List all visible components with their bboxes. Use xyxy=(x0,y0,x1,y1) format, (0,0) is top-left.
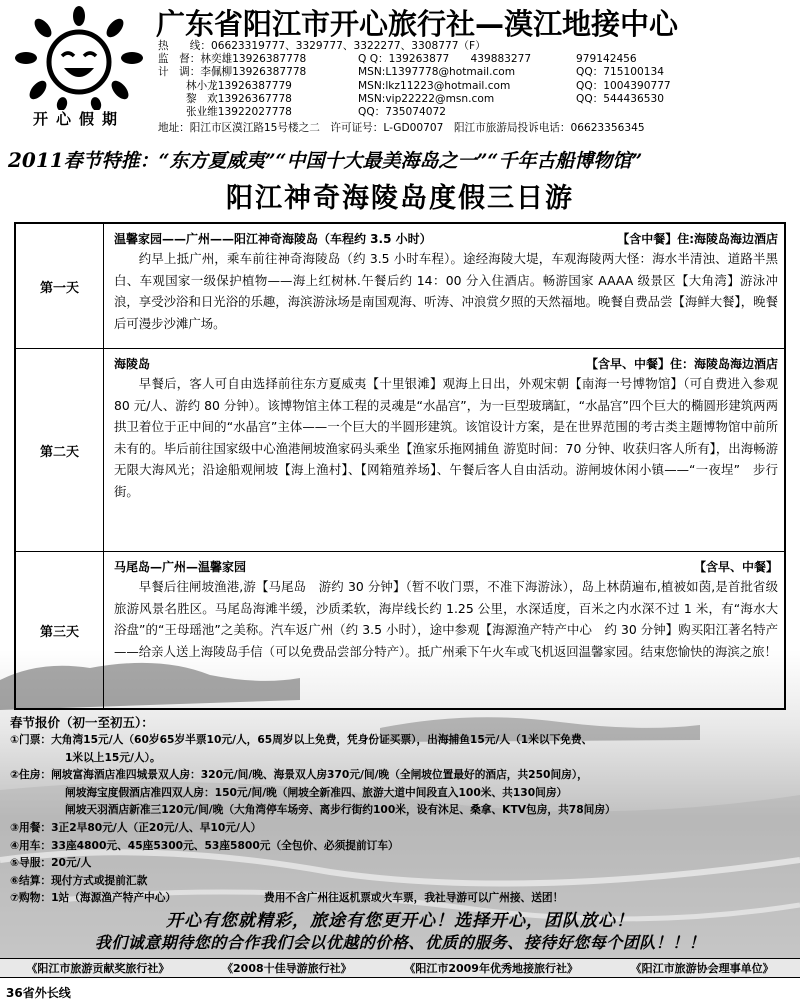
contact-block xyxy=(158,40,798,119)
itinerary-day xyxy=(16,224,784,349)
address-line: 地址：阳江市区漠江路15号楼之二 许可证号：L-GD00707 阳江市旅游局投诉电话：06623356345 xyxy=(158,122,645,134)
day-meal: 【含中餐】住:海陵岛海边酒店 xyxy=(617,232,778,246)
honor-item: 《阳江市2009年优秀地接旅行社》 xyxy=(404,962,578,975)
day-label: 第二天 xyxy=(16,349,104,551)
price-lodging-3: 闸坡天羽酒店新准三120元/间/晚（大角湾停车场旁、离步行街约100米，设有沐足、桑拿、KTV包房，共78间房） xyxy=(65,803,616,817)
day-description: 早餐后往闸坡渔港,游【马尾岛 游约 30 分钟】（暂不收门票，不准下海游泳），岛上林荫遍布,植被如茵,是首批省级旅游风景名胜区。马尾岛海滩半缓，沙质柔软，海岸线长约 1.25 公里，水深适度，百米之内水深不过 1 米，有“海水大浴盘”的“王母瑶池”之美称。汽车返广州（约 3.5 小时），途中参观【海源渔产特产中心 约 30 分钟】购买阳江著名特产——给亲人送上海陵岛手信（可以免费品尝部分特产）。抵广州乘下午火车或飞机返回温馨家园。结束您愉快的海滨之旅！ xyxy=(114,579,778,659)
price-tickets: ①门票：大角湾15元/人（60岁65岁半票10元/人，65周岁以上免费，凭身份证买票），出海捕鱼15元/人（1米以下免费、 xyxy=(10,733,593,746)
planner-text: 张业维13922027778 xyxy=(186,105,292,118)
day-route: 马尾岛—广州—温馨家园 xyxy=(114,560,247,574)
day-description: 早餐后，客人可自由选择前往东方夏威夷【十里银滩】观海上日出，外观宋朝【南海一号博物馆】（可自费进入参观 80 元/人、游约 80 分钟）。该博物馆主体工程的灵魂是“水晶宫”，为一巨型玻璃缸，“水晶宫”四个巨大的椭圆形建筑两两拱卫着位于正中间的“水晶宫”主体——一个巨大的半圆形建筑。该馆设计方案，是在世界范围的考古类主题博物馆中前所未有的。毕后前往国家级中心渔港闸坡渔家码头乘坐【渔家乐拖网捕鱼 游览时间：70 分钟、收获归客人所有】，出海畅游无限大海风光；沿途船观闸坡【海上渔村】、【网箱殖养场】、午餐后客人自由活动。游闸坡休闲小镇——“一夜埕” 步行街。 xyxy=(114,376,778,499)
day-body xyxy=(104,224,784,348)
qq-text: QQ：715100134 xyxy=(576,66,664,79)
shopping-note: 费用不含广州往返机票或火车票，我社导游可以广州接、送团！ xyxy=(264,891,564,905)
price-tickets-cont: 1米以上15元/人）。 xyxy=(65,750,161,764)
price-meals: ③用餐：3正2早80元/人（正20元/人、早10元/人） xyxy=(10,820,262,834)
msn-text: MSN:L1397778@hotmail.com xyxy=(358,66,516,79)
contact-row xyxy=(158,53,798,66)
price-lodging: ②住房：闸坡富海酒店准四城景双人房：320元/间/晚、海景双人房370元/间/晚（全闸坡位置最好的酒店，共250间房）， xyxy=(10,768,588,782)
honor-item: 《2008十佳导游旅行社》 xyxy=(222,962,352,975)
hotline-text: 热 线：06623319777、3329777、3322277、3308777（F） xyxy=(158,40,486,52)
day-label: 第一天 xyxy=(16,224,104,348)
itinerary-day xyxy=(16,349,784,552)
qq-text: QQ：735074072 xyxy=(358,105,446,118)
honors-bar xyxy=(0,958,800,978)
day-route: 海陵岛 xyxy=(114,357,151,371)
contact-row xyxy=(158,106,798,119)
promo-line xyxy=(8,146,798,173)
shopping-text: ⑦购物：1站（海源渔产特产中心） xyxy=(10,891,177,905)
contact-row xyxy=(158,93,798,106)
price-settlement: ⑥结算：现付方式或提前汇款 xyxy=(10,873,148,887)
qq-text: QQ：1004390777 xyxy=(576,79,671,92)
day-body xyxy=(104,552,784,708)
price-vehicle: ④用车：33座4800元、45座5300元、53座5800元（全包价、必须提前订车） xyxy=(10,838,399,852)
qq-text: QQ：544436530 xyxy=(576,92,664,105)
price-shopping xyxy=(10,889,794,907)
qq-text-2: 979142456 xyxy=(576,53,637,66)
page-code: 36省外长线 xyxy=(6,986,71,1000)
day-route: 温馨家园——广州——阳江神奇海陵岛（车程约 3.5 小时） xyxy=(114,232,432,246)
tour-title: 阳江神奇海陵岛度假三日游 xyxy=(226,183,574,214)
msn-text: MSN:lkz11223@hotmail.com xyxy=(358,79,511,92)
day-header xyxy=(114,556,778,576)
itinerary-day xyxy=(16,552,784,708)
agency-header xyxy=(0,0,800,140)
promo-year: 2011 xyxy=(8,148,64,172)
agency-title: 广东省阳江市开心旅行社—漠江地接中心 xyxy=(156,7,679,41)
qq-text: Q Q：139263877 439883277 xyxy=(358,53,532,66)
logo-caption: 开心假期 xyxy=(32,110,125,128)
price-title: 春节报价（初一至初五）： xyxy=(10,715,154,730)
honor-item: 《阳江市旅游协会理事单位》 xyxy=(630,962,774,975)
day-label: 第三天 xyxy=(16,552,104,708)
promo-text: 春节特推：“东方夏威夷”“中国十大最美海岛之一”“千年古船博物馆” xyxy=(63,150,643,172)
day-description: 约早上抵广州，乘车前往神奇海陵岛（约 3.5 小时车程）。途经海陵大堤，车观海陵两大怪：海水半清浊、道路半黑白、车观国家一级保护植物——海上红树林.午餐后约 14：00 分入住酒店。畅游国家 AAAA 级景区【大角湾】游泳冲浪，享受沙浴和日光浴的乐趣，海滨游泳场是南国观海、听涛、冲浪赏夕照的天然福地。晚餐自费品尝【海鲜大餐】，晚餐后可漫步沙滩广场。 xyxy=(114,251,778,331)
price-lodging-2: 闸坡海宝度假酒店准四双人房：150元/间/晚（闸坡全新准四、旅游大道中间段直入100米、共130间房） xyxy=(65,785,568,799)
smiling-sun-logo-icon xyxy=(12,6,146,110)
day-meal: 【含早、中餐】 xyxy=(693,560,778,574)
planner-text: 黎 欢13926367778 xyxy=(186,92,292,105)
day-meal: 【含早、中餐】住：海陵岛海边酒店 xyxy=(585,357,778,371)
day-body xyxy=(104,349,784,551)
honor-item: 《阳江市旅游贡献奖旅行社》 xyxy=(26,962,170,975)
slogan-line-2: 我们诚意期待您的合作我们会以优越的价格、优质的服务、接待好您每个团队！！！ xyxy=(94,933,706,952)
contact-row xyxy=(158,66,798,79)
slogan-line-1: 开心有您就精彩，旅途有您更开心！选择开心，团队放心！ xyxy=(166,911,634,931)
contact-row xyxy=(158,40,798,53)
msn-text: MSN:vip22222@msn.com xyxy=(358,92,495,105)
planner-text: 计 调：李佩柳13926387778 xyxy=(158,66,307,79)
supervisor-text: 监 督：林奕雄13926387778 xyxy=(158,53,307,66)
agency-logo xyxy=(6,4,152,136)
day-header xyxy=(114,353,778,373)
price-section xyxy=(10,713,794,907)
price-guide: ⑤导服：20元/人 xyxy=(10,856,92,870)
contact-row xyxy=(158,80,798,93)
day-header xyxy=(114,228,778,248)
itinerary-table xyxy=(14,222,786,710)
planner-text: 林小龙13926387779 xyxy=(186,79,292,92)
